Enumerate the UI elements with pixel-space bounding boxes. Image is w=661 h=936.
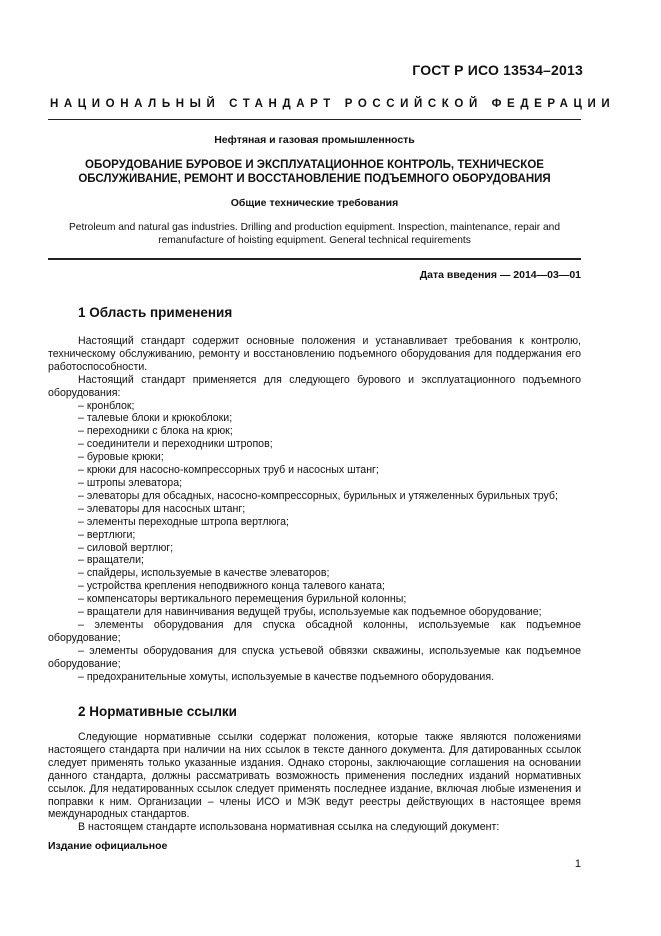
title-divider [48,258,581,260]
document-subtitle: Общие технические требования [230,197,399,209]
english-title-line-1: Petroleum and natural gas industries. Drilling and production equipment. Inspection, maintenance, repair and [69,222,560,233]
list-item: – крюки для насосно-компрессорных труб и насосных штанг; [78,464,379,477]
section-1-paragraph-2: Настоящий стандарт применяется для следующего бурового и эксплуатационного подъемного оборудования: [48,373,581,399]
list-item: – элементы оборудования для спуска устьевой обвязки скважины, используемые как подъемное оборудование; [48,644,581,670]
list-item: – элементы переходные штропа вертлюга; [78,515,289,528]
section-1-paragraph-1: Настоящий стандарт содержит основные положения и устанавливает требования к контролю, техническому обслуживанию, ремонту и восстановлению подъемного оборудования для поддержания его работоспособности. [48,335,581,373]
title-line-1: ОБОРУДОВАНИЕ БУРОВОЕ И ЭКСПЛУАТАЦИОННОЕ КОНТРОЛЬ, ТЕХНИЧЕСКОЕ [85,159,544,171]
list-item: – кронблок; [78,399,135,412]
list-item: – компенсаторы вертикального перемещения бурильной колонны; [78,593,407,606]
list-item: – элеваторы для обсадных, насосно-компрессорных, бурильных и утяжеленных бурильных труб; [78,489,558,502]
official-edition-label: Издание официальное [48,840,168,852]
list-item: – спайдеры, используемые в качестве элеваторов; [78,567,330,580]
document-title [48,159,581,186]
list-item: – силовой вертлюг; [78,541,174,554]
section-2-body [48,731,581,834]
list-item: – вращатели; [78,554,144,567]
title-line-2: ОБСЛУЖИВАНИЕ, РЕМОНТ И ВОССТАНОВЛЕНИЕ ПОДЪЕМНОГО ОБОРУДОВАНИЯ [78,172,551,185]
national-standard-banner: НАЦИОНАЛЬНЫЙ СТАНДАРТ РОССИЙСКОЙ ФЕДЕРАЦИИ [50,98,616,110]
top-divider [48,119,581,120]
list-item: – устройства крепления неподвижного конца талевого каната; [78,580,385,593]
english-title [48,221,581,247]
english-title-line-2: remanufacture of hoisting equipment. General technical requirements [158,235,471,246]
document-id: ГОСТ Р ИСО 13534–2013 [412,62,583,78]
list-item: – вертлюги; [78,528,136,541]
list-item: – буровые крюки; [78,451,164,464]
list-item: – элементы оборудования для спуска обсадной колонны, используемые как подъемное оборудование; [48,618,581,644]
page-number: 1 [574,858,581,870]
list-item: – штропы элеватора; [78,476,183,489]
introduction-date: Дата введения — 2014—03—01 [419,269,581,281]
section-2-paragraph-1: Следующие нормативные ссылки содержат положения, которые также являются положениями настоящего стандарта при наличии на них ссылок в тексте данного документа. Для датированных ссылок следует применять только указанные издания. Однако стороны, заключающие соглашения на основании данного стандарта, должны рассматривать возможность применения последних изданий нормативных ссылок. Для недатированных ссылок следует применять последнее издание, включая любые изменения и поправки к ним. Организации – члены ИСО и МЭК ведут реестры действующих в настоящее время международных стандартов. [48,731,581,821]
section-1-heading: 1 Область применения [78,305,233,320]
section-2-heading: 2 Нормативные ссылки [78,704,237,719]
list-item: – талевые блоки и крюкоблоки; [78,412,233,425]
section-2-paragraph-2: В настоящем стандарте использована нормативная ссылка на следующий документ: [78,821,500,834]
section-1-body [48,335,581,683]
list-item: – элеваторы для насосных штанг; [78,502,246,515]
list-item: – переходники с блока на крюк; [78,425,233,438]
industry-line: Нефтяная и газовая промышленность [214,134,415,146]
list-item: – соединители и переходники штропов; [78,438,273,451]
list-item: – предохранительные хомуты, используемые в качестве подъемного оборудования. [78,670,495,683]
list-item: – вращатели для навинчивания ведущей трубы, используемые как подъемное оборудование; [78,606,542,619]
